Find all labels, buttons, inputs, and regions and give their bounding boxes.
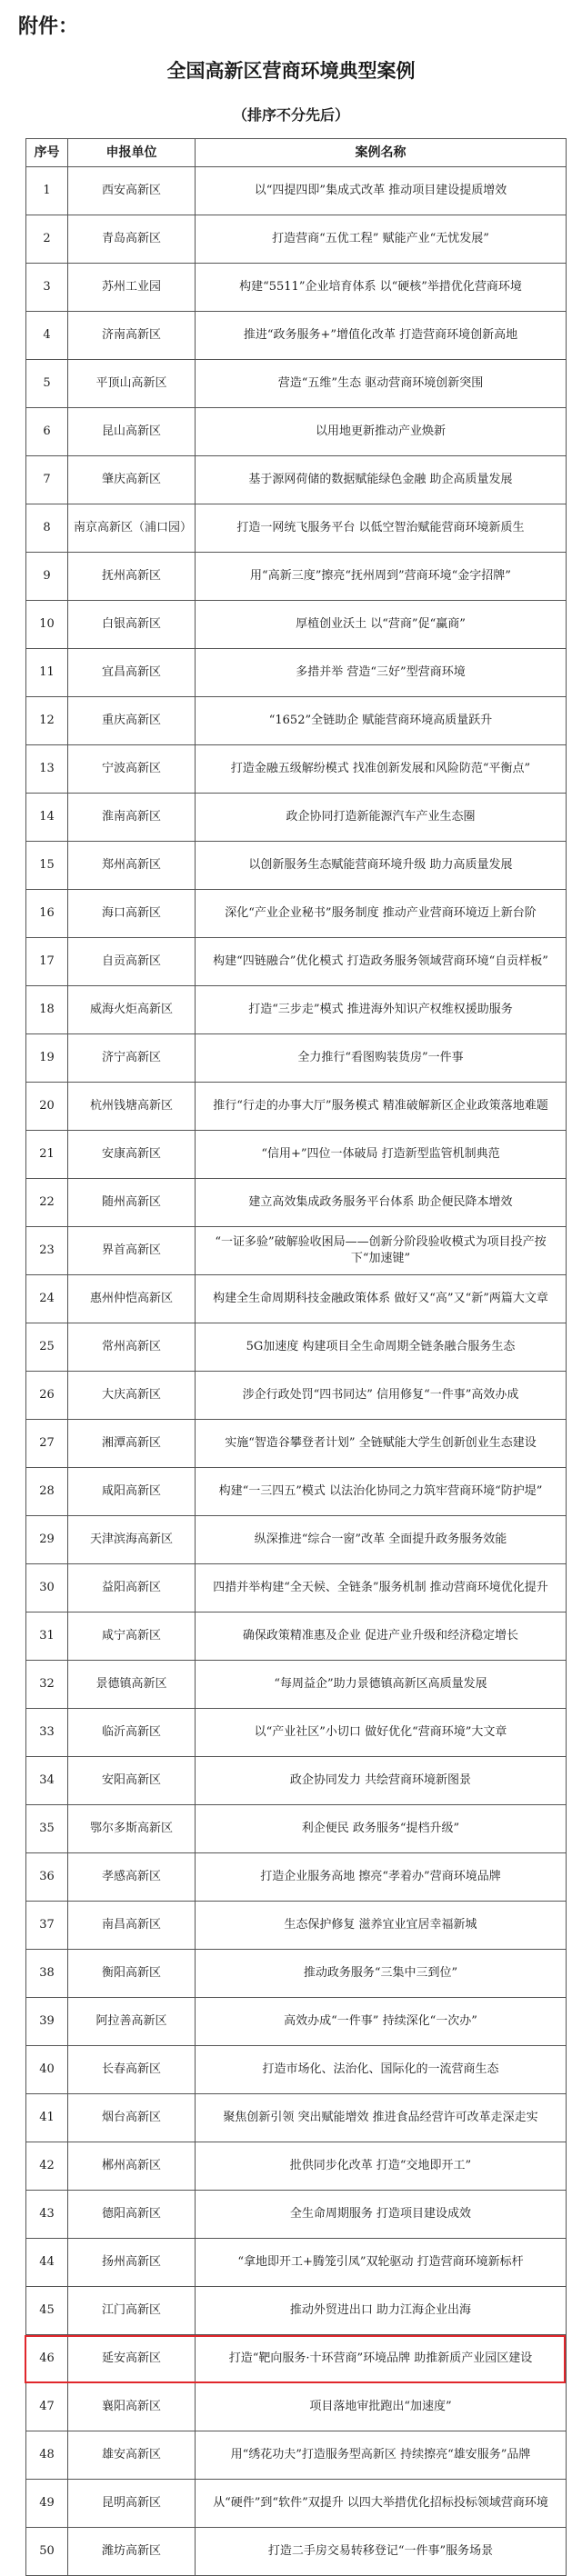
table-row xyxy=(26,1034,567,1083)
table-row xyxy=(26,1805,567,1853)
cell-unit: 惠州仲恺高新区 xyxy=(68,1275,196,1323)
cell-no: 22 xyxy=(26,1179,68,1227)
cell-no: 44 xyxy=(26,2239,68,2287)
cell-case: 构建“四链融合”优化模式 打造政务服务领域营商环境“自贡样板” xyxy=(196,938,567,986)
cell-no: 12 xyxy=(26,697,68,745)
document-subtitle: （排序不分先后） xyxy=(232,106,349,124)
cell-no: 30 xyxy=(26,1564,68,1612)
cell-case: 实施“智造谷攀登者计划” 全链赋能大学生创新创业生态建设 xyxy=(196,1420,567,1468)
cell-case: 涉企行政处罚“四书同达” 信用修复“一件事”高效办成 xyxy=(196,1372,567,1420)
document-title: 全国高新区营商环境典型案例 xyxy=(166,59,416,82)
table-row xyxy=(26,794,567,842)
cell-case: 以“四提四即”集成式改革 推动项目建设提质增效 xyxy=(196,167,567,215)
cell-no: 11 xyxy=(26,649,68,697)
cell-unit: 南昌高新区 xyxy=(68,1902,196,1950)
cell-unit: 阿拉善高新区 xyxy=(68,1998,196,2046)
table-row xyxy=(26,2528,567,2576)
table-row xyxy=(26,408,567,456)
table-row xyxy=(26,2335,567,2383)
table-body xyxy=(26,167,567,2576)
cell-case: 确保政策精准惠及企业 促进产业升级和经济稳定增长 xyxy=(196,1612,567,1661)
cell-no: 50 xyxy=(26,2528,68,2576)
cell-case: 高效办成“一件事” 持续深化“一次办” xyxy=(196,1998,567,2046)
cell-unit: 自贡高新区 xyxy=(68,938,196,986)
cell-unit: 昆明高新区 xyxy=(68,2480,196,2528)
cell-case: 从“硬件”到“软件”双提升 以四大举措优化招标投标领域营商环境 xyxy=(196,2480,567,2528)
table-row xyxy=(26,1950,567,1998)
cell-no: 38 xyxy=(26,1950,68,1998)
table-row xyxy=(26,2191,567,2239)
cell-no: 34 xyxy=(26,1757,68,1805)
cell-unit: 宜昌高新区 xyxy=(68,649,196,697)
column-header-case: 案例名称 xyxy=(196,139,567,167)
cell-case: “拿地即开工+腾笼引凤”双轮驱动 打造营商环境新标杆 xyxy=(196,2239,567,2287)
table-row xyxy=(26,167,567,215)
cell-unit: 景德镇高新区 xyxy=(68,1661,196,1709)
cell-unit: 鄂尔多斯高新区 xyxy=(68,1805,196,1853)
table-row xyxy=(26,697,567,745)
table-row xyxy=(26,2094,567,2142)
cell-case: 以用地更新推动产业焕新 xyxy=(196,408,567,456)
cell-case: 政企协同打造新能源汽车产业生态圈 xyxy=(196,794,567,842)
cell-no: 10 xyxy=(26,601,68,649)
cell-unit: 济宁高新区 xyxy=(68,1034,196,1083)
cell-no: 42 xyxy=(26,2142,68,2191)
cell-case: 厚植创业沃土 以“营商”促“赢商” xyxy=(196,601,567,649)
cell-case: 利企便民 政务服务“提档升级” xyxy=(196,1805,567,1853)
cell-case: 推动政务服务“三集中三到位” xyxy=(196,1950,567,1998)
table-row xyxy=(26,504,567,553)
cell-unit: 青岛高新区 xyxy=(68,215,196,264)
table-row xyxy=(26,2431,567,2480)
cell-no: 18 xyxy=(26,986,68,1034)
cell-case: 全生命周期服务 打造项目建设成效 xyxy=(196,2191,567,2239)
table-row xyxy=(26,1420,567,1468)
cell-unit: 常州高新区 xyxy=(68,1323,196,1372)
cell-case: 打造营商“五优工程” 赋能产业“无忧发展” xyxy=(196,215,567,264)
table-row xyxy=(26,601,567,649)
table-row xyxy=(26,1227,567,1275)
cell-no: 46 xyxy=(26,2335,68,2383)
table-row xyxy=(26,1564,567,1612)
cell-case: 打造金融五级解纷模式 找准创新发展和风险防范“平衡点” xyxy=(196,745,567,794)
table-row xyxy=(26,2480,567,2528)
cell-unit: 昆山高新区 xyxy=(68,408,196,456)
cell-unit: 抚州高新区 xyxy=(68,553,196,601)
table-row xyxy=(26,986,567,1034)
cell-case: 构建“一三四五”模式 以法治化协同之力筑牢营商环境“防护堤” xyxy=(196,1468,567,1516)
table-row xyxy=(26,1516,567,1564)
cell-no: 24 xyxy=(26,1275,68,1323)
cell-case: 推动外贸进出口 助力江海企业出海 xyxy=(196,2287,567,2335)
cell-unit: 长春高新区 xyxy=(68,2046,196,2094)
cell-case: 打造“靶向服务·十环营商”环境品牌 助推新质产业园区建设 xyxy=(196,2335,567,2383)
table-row xyxy=(26,1998,567,2046)
table-row xyxy=(26,2046,567,2094)
cell-no: 49 xyxy=(26,2480,68,2528)
cell-no: 37 xyxy=(26,1902,68,1950)
table-row xyxy=(26,264,567,312)
cell-case: 以创新服务生态赋能营商环境升级 助力高质量发展 xyxy=(196,842,567,890)
table-row xyxy=(26,745,567,794)
cell-case: 构建全生命周期科技金融政策体系 做好又“高”又“新”两篇大文章 xyxy=(196,1275,567,1323)
cell-case: 打造企业服务高地 擦亮“孝着办”营商环境品牌 xyxy=(196,1853,567,1902)
cell-case: 政企协同发力 共绘营商环境新图景 xyxy=(196,1757,567,1805)
table-header-row xyxy=(26,139,567,167)
cell-unit: 孝感高新区 xyxy=(68,1853,196,1902)
cell-unit: 界首高新区 xyxy=(68,1227,196,1275)
cell-case: 纵深推进“综合一窗”改革 全面提升政务服务效能 xyxy=(196,1516,567,1564)
table-row xyxy=(26,1853,567,1902)
cell-case: “1652”全链助企 赋能营商环境高质量跃升 xyxy=(196,697,567,745)
cell-unit: 肇庆高新区 xyxy=(68,456,196,504)
cell-unit: 南京高新区（浦口园） xyxy=(68,504,196,553)
cell-no: 35 xyxy=(26,1805,68,1853)
cell-unit: 海口高新区 xyxy=(68,890,196,938)
cell-no: 19 xyxy=(26,1034,68,1083)
table-row xyxy=(26,1179,567,1227)
cell-no: 3 xyxy=(26,264,68,312)
table-row xyxy=(26,1612,567,1661)
cell-no: 33 xyxy=(26,1709,68,1757)
table-row xyxy=(26,2383,567,2431)
cell-unit: 襄阳高新区 xyxy=(68,2383,196,2431)
column-header-no: 序号 xyxy=(26,139,68,167)
cell-no: 48 xyxy=(26,2431,68,2480)
table-row xyxy=(26,1323,567,1372)
cell-unit: 咸宁高新区 xyxy=(68,1612,196,1661)
cell-no: 13 xyxy=(26,745,68,794)
table-row xyxy=(26,1661,567,1709)
cell-case: 生态保护修复 滋养宜业宜居幸福新城 xyxy=(196,1902,567,1950)
table-row xyxy=(26,312,567,360)
cell-case: “每周益企”助力景德镇高新区高质量发展 xyxy=(196,1661,567,1709)
cell-no: 21 xyxy=(26,1131,68,1179)
cell-case: 建立高效集成政务服务平台体系 助企便民降本增效 xyxy=(196,1179,567,1227)
cell-unit: 德阳高新区 xyxy=(68,2191,196,2239)
cell-no: 31 xyxy=(26,1612,68,1661)
cell-case: 深化“产业企业秘书”服务制度 推动产业营商环境迈上新台阶 xyxy=(196,890,567,938)
table-row xyxy=(26,1275,567,1323)
cell-no: 2 xyxy=(26,215,68,264)
table-row xyxy=(26,1083,567,1131)
cell-case: 四措并举构建“全天候、全链条”服务机制 推动营商环境优化提升 xyxy=(196,1564,567,1612)
cell-unit: 天津滨海高新区 xyxy=(68,1516,196,1564)
table-row xyxy=(26,842,567,890)
cell-no: 29 xyxy=(26,1516,68,1564)
cell-no: 4 xyxy=(26,312,68,360)
table-row xyxy=(26,215,567,264)
cell-no: 9 xyxy=(26,553,68,601)
cell-no: 5 xyxy=(26,360,68,408)
cell-no: 6 xyxy=(26,408,68,456)
cell-no: 1 xyxy=(26,167,68,215)
cell-unit: 大庆高新区 xyxy=(68,1372,196,1420)
cell-case: 批供同步化改革 打造“交地即开工” xyxy=(196,2142,567,2191)
cell-unit: 烟台高新区 xyxy=(68,2094,196,2142)
cell-unit: 湘潭高新区 xyxy=(68,1420,196,1468)
cell-no: 32 xyxy=(26,1661,68,1709)
cell-unit: 杭州钱塘高新区 xyxy=(68,1083,196,1131)
table-row xyxy=(26,938,567,986)
cell-no: 47 xyxy=(26,2383,68,2431)
cell-case: 用“绣花功夫”打造服务型高新区 持续擦亮“雄安服务”品牌 xyxy=(196,2431,567,2480)
cell-no: 39 xyxy=(26,1998,68,2046)
cell-unit: 威海火炬高新区 xyxy=(68,986,196,1034)
cell-case: 打造“三步走”模式 推进海外知识产权维权援助服务 xyxy=(196,986,567,1034)
cell-unit: 苏州工业园 xyxy=(68,264,196,312)
cell-no: 25 xyxy=(26,1323,68,1372)
cell-unit: 西安高新区 xyxy=(68,167,196,215)
table-row xyxy=(26,1131,567,1179)
table-row xyxy=(26,2239,567,2287)
cell-case: 构建“5511”企业培育体系 以“硬核”举措优化营商环境 xyxy=(196,264,567,312)
attachment-label: 附件： xyxy=(18,15,79,38)
cell-case: 全力推行“看图购装货房”一件事 xyxy=(196,1034,567,1083)
cell-unit: 延安高新区 xyxy=(68,2335,196,2383)
cell-case: 基于源网荷储的数据赋能绿色金融 助企高质量发展 xyxy=(196,456,567,504)
cell-no: 17 xyxy=(26,938,68,986)
cell-no: 41 xyxy=(26,2094,68,2142)
cell-case: 项目落地审批跑出“加速度” xyxy=(196,2383,567,2431)
cell-no: 43 xyxy=(26,2191,68,2239)
table-row xyxy=(26,360,567,408)
cell-unit: 平顶山高新区 xyxy=(68,360,196,408)
case-table xyxy=(25,138,567,2576)
cell-no: 45 xyxy=(26,2287,68,2335)
table-row xyxy=(26,456,567,504)
cell-no: 26 xyxy=(26,1372,68,1420)
cell-no: 16 xyxy=(26,890,68,938)
cell-unit: 安阳高新区 xyxy=(68,1757,196,1805)
cell-no: 14 xyxy=(26,794,68,842)
table-row xyxy=(26,890,567,938)
cell-case: 营造“五维”生态 驱动营商环境创新突围 xyxy=(196,360,567,408)
cell-unit: 重庆高新区 xyxy=(68,697,196,745)
cell-no: 36 xyxy=(26,1853,68,1902)
cell-no: 40 xyxy=(26,2046,68,2094)
cell-case: 5G加速度 构建项目全生命周期全链条融合服务生态 xyxy=(196,1323,567,1372)
table-row xyxy=(26,1757,567,1805)
table-row xyxy=(26,2142,567,2191)
cell-unit: 随州高新区 xyxy=(68,1179,196,1227)
table-row xyxy=(26,2287,567,2335)
cell-case: “一证多验”破解验收困局——创新分阶段验收模式为项目投产按下“加速键” xyxy=(196,1227,567,1275)
cell-case: 用“高新三度”擦亮“抚州周到”营商环境“金字招牌” xyxy=(196,553,567,601)
cell-case: 打造一网统飞服务平台 以低空智治赋能营商环境新质生 xyxy=(196,504,567,553)
cell-unit: 衡阳高新区 xyxy=(68,1950,196,1998)
cell-unit: 郴州高新区 xyxy=(68,2142,196,2191)
table-row xyxy=(26,553,567,601)
cell-unit: 潍坊高新区 xyxy=(68,2528,196,2576)
cell-case: 推进“政务服务+”增值化改革 打造营商环境创新高地 xyxy=(196,312,567,360)
cell-unit: 白银高新区 xyxy=(68,601,196,649)
cell-case: 打造二手房交易转移登记“一件事”服务场景 xyxy=(196,2528,567,2576)
cell-case: 推行“行走的办事大厅”服务模式 精准破解新区企业政策落地难题 xyxy=(196,1083,567,1131)
cell-unit: 扬州高新区 xyxy=(68,2239,196,2287)
cell-case: “信用+”四位一体破局 打造新型监管机制典范 xyxy=(196,1131,567,1179)
cell-unit: 安康高新区 xyxy=(68,1131,196,1179)
table-row xyxy=(26,1468,567,1516)
cell-no: 20 xyxy=(26,1083,68,1131)
cell-no: 28 xyxy=(26,1468,68,1516)
cell-unit: 济南高新区 xyxy=(68,312,196,360)
cell-unit: 郑州高新区 xyxy=(68,842,196,890)
column-header-unit: 申报单位 xyxy=(68,139,196,167)
cell-unit: 临沂高新区 xyxy=(68,1709,196,1757)
table-row xyxy=(26,1709,567,1757)
cell-unit: 江门高新区 xyxy=(68,2287,196,2335)
table-row xyxy=(26,649,567,697)
cell-case: 聚焦创新引领 突出赋能增效 推进食品经营许可改革走深走实 xyxy=(196,2094,567,2142)
cell-unit: 雄安高新区 xyxy=(68,2431,196,2480)
table-row xyxy=(26,1902,567,1950)
cell-unit: 淮南高新区 xyxy=(68,794,196,842)
cell-no: 15 xyxy=(26,842,68,890)
cell-unit: 益阳高新区 xyxy=(68,1564,196,1612)
cell-no: 23 xyxy=(26,1227,68,1275)
cell-unit: 宁波高新区 xyxy=(68,745,196,794)
cell-case: 以“产业社区”小切口 做好优化“营商环境”大文章 xyxy=(196,1709,567,1757)
cell-no: 7 xyxy=(26,456,68,504)
cell-case: 多措并举 营造“三好”型营商环境 xyxy=(196,649,567,697)
cell-no: 8 xyxy=(26,504,68,553)
cell-unit: 咸阳高新区 xyxy=(68,1468,196,1516)
cell-case: 打造市场化、法治化、国际化的一流营商生态 xyxy=(196,2046,567,2094)
table-row xyxy=(26,1372,567,1420)
cell-no: 27 xyxy=(26,1420,68,1468)
